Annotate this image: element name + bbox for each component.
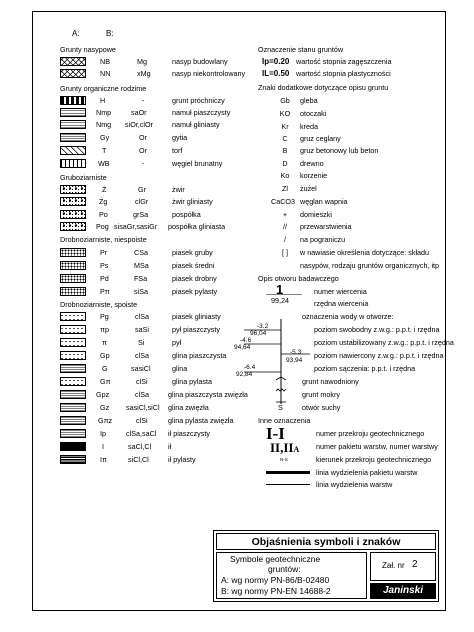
section-number-symbol: I-I	[266, 424, 285, 443]
extra-value: drewno	[300, 159, 324, 168]
water-level-4: poziom sączenia: p.p.t. i rzędna	[314, 364, 416, 373]
legend-line-3: A: wg normy PN-86/B-02480	[221, 575, 330, 585]
soil-b: saSi	[135, 325, 149, 334]
symbol-t	[60, 146, 86, 155]
symbol-pog	[60, 222, 86, 231]
group-drobnoziarniste-spoiste: Drobnoziarniste, spoiste	[60, 300, 138, 309]
extra-key: CaCO3	[271, 197, 295, 206]
annex-number: 2	[412, 559, 418, 570]
soil-desc: namuł gliniasty	[172, 120, 220, 129]
symbol-gp	[60, 351, 86, 360]
soil-b: Or	[139, 146, 147, 155]
symbol-pi	[60, 338, 86, 347]
extra-value: na pograniczu	[300, 235, 346, 244]
soil-a: Po	[99, 210, 108, 219]
water1-elev: 96,04	[250, 330, 267, 337]
soil-a: G	[102, 364, 108, 373]
extra-value: otoczaki	[300, 109, 327, 118]
soil-b: sisaGr,sasiGr	[114, 222, 158, 231]
soil-a: Gpz	[96, 390, 110, 399]
soil-a: Gy	[100, 133, 110, 142]
water4-depth: -6.4	[244, 364, 256, 371]
soil-b: siOr,clOr	[125, 120, 153, 129]
soil-desc: piasek gruby	[172, 248, 213, 257]
wet-soil: grunt mokry	[302, 390, 340, 399]
soil-a: Nmg	[96, 120, 112, 129]
water4-elev: 92,84	[236, 371, 253, 378]
water-desc-label: oznaczenia wody w otworze:	[302, 312, 394, 321]
soil-b: FSa	[134, 274, 148, 283]
borehole-num-label: numer wiercenia	[314, 287, 367, 296]
symbol-pg	[60, 312, 86, 321]
saturated-soil: grunt nawodniony	[302, 377, 359, 386]
soil-a: Nmp	[96, 108, 112, 117]
extra-title: Znaki dodatkowe dotyczące opisu gruntu	[258, 83, 389, 92]
extra-key: Zl	[282, 184, 288, 193]
extra-key: D	[282, 159, 288, 168]
water-level-2: poziom ustabilizowany z.w.g.: p.p.t. i rzędna	[314, 338, 454, 347]
symbol-nmg	[60, 120, 86, 129]
soil-a: NN	[100, 69, 111, 78]
symbol-wb	[60, 159, 86, 168]
legend-line-1: Symbole geotechniczne	[230, 554, 321, 564]
extra-value: przewarstwienia	[300, 222, 352, 231]
state-title: Oznaczenie stanu gruntów	[258, 45, 344, 54]
water1-depth: -3.2	[257, 323, 269, 330]
extra-value: nasypów, rodzaju gruntów organicznych, itp	[300, 261, 440, 270]
water-level-3: poziom nawiercony z.w.g.: p.p.t. i rzędna	[314, 351, 444, 360]
other-1: numer przekroju geotechnicznego	[316, 429, 425, 438]
soil-b: -	[142, 96, 145, 105]
soil-b: -	[142, 159, 145, 168]
symbol-h	[60, 96, 86, 105]
extra-value: gleba	[300, 96, 318, 105]
other-2: numer pakietu warstw, numer warstwy	[316, 442, 438, 451]
soil-b: saCl,Cl	[128, 442, 152, 451]
soil-desc: gytia	[172, 133, 188, 142]
soil-b: saOr	[131, 108, 147, 117]
ip-desc: wartość stopnia zagęszczenia	[296, 57, 392, 66]
symbol-nb	[60, 57, 86, 66]
soil-desc: piasek gliniasty	[172, 312, 221, 321]
direction-ns: N-S	[280, 457, 288, 462]
soil-a: Gp	[100, 351, 110, 360]
borehole-number: 1	[276, 282, 284, 297]
extra-key: Gb	[280, 96, 290, 105]
column-a-header: A:	[72, 29, 80, 38]
water2-elev: 94,64	[234, 344, 251, 351]
symbol-gpi	[60, 377, 86, 386]
layer-number-symbol: II,IIA	[270, 440, 300, 455]
sheet-title: Objaśnienia symboli i znaków	[251, 536, 401, 548]
soil-desc: żwir	[172, 185, 185, 194]
group-organiczne: Grunty organiczne rodzime	[60, 84, 147, 93]
soil-a: π	[102, 338, 107, 347]
soil-desc: glina pylasta	[172, 377, 212, 386]
other-4: linia wydzielenia pakietu warstw	[316, 468, 418, 477]
soil-desc: pospółka	[172, 210, 201, 219]
soil-a: Pog	[96, 222, 109, 231]
soil-desc: ił	[168, 442, 172, 451]
dry-hole: otwór suchy	[302, 403, 341, 412]
soil-desc: namuł piaszczysty	[172, 108, 231, 117]
soil-a: H	[100, 96, 106, 105]
soil-b: clSi	[136, 377, 148, 386]
other-5: linia wydzielenia warstw	[316, 480, 393, 489]
extra-value: domieszki	[300, 210, 332, 219]
extra-value: gruz betonowy lub beton	[300, 146, 379, 155]
soil-a: Gz	[100, 403, 110, 412]
soil-b: clSa	[135, 312, 149, 321]
column-b-header: B:	[106, 29, 114, 38]
borehole-elevation: 99,24	[271, 296, 289, 305]
soil-b: siSa	[134, 287, 148, 296]
legend-line-4: B: wg normy PN-EN 14688-2	[221, 586, 331, 596]
il-desc: wartość stopnia plastyczności	[296, 69, 391, 78]
soil-a: Pr	[100, 248, 108, 257]
symbol-pd	[60, 274, 86, 283]
soil-a: Gπ	[100, 377, 111, 386]
symbol-po	[60, 210, 86, 219]
other-3: kierunek przekroju geotechnicznego	[316, 455, 432, 464]
symbol-pip	[60, 325, 86, 334]
soil-b: sasiCl	[131, 364, 151, 373]
soil-b: sasiCl,siCl	[126, 403, 160, 412]
soil-desc: nasyp budowlany	[172, 57, 228, 66]
extra-key: Ko	[280, 171, 290, 180]
ip-value: Ip=0.20	[262, 57, 290, 66]
logo-text: Janinski	[382, 585, 424, 596]
water2-depth: -4.6	[240, 337, 252, 344]
water3-depth: -5.3	[290, 349, 302, 356]
soil-b: clGr	[135, 197, 149, 206]
water-level-1: poziom swobodny z.w.g.: p.p.t. i rzędna	[314, 325, 440, 334]
extra-key: C	[282, 134, 288, 143]
symbol-pr	[60, 248, 86, 257]
soil-a: Gπz	[98, 416, 113, 425]
symbol-ps	[60, 261, 86, 270]
soil-desc: pył piaszczysty	[172, 325, 220, 334]
soil-desc: piasek średni	[172, 261, 215, 270]
layer-line	[266, 484, 310, 485]
soil-a: Żg	[99, 197, 108, 206]
dry-mark: S	[278, 403, 283, 412]
soil-desc: pył	[172, 338, 182, 347]
extra-key: B	[282, 146, 288, 155]
symbol-gy	[60, 133, 86, 142]
symbol-ip	[60, 429, 86, 438]
soil-b: xMg	[137, 69, 151, 78]
soil-b: Mg	[137, 57, 147, 66]
extra-key: +	[282, 210, 288, 219]
soil-b: MSa	[134, 261, 149, 270]
symbol-gpz	[60, 390, 86, 399]
extra-key: /	[284, 235, 286, 244]
soil-a: Ps	[100, 261, 109, 270]
soil-a: Iπ	[100, 455, 107, 464]
soil-desc: pospółka gliniasta	[168, 222, 226, 231]
extra-value: gruz ceglany	[300, 134, 341, 143]
soil-desc: nasyp niekontrolowany	[172, 69, 246, 78]
soil-b: Or	[139, 133, 147, 142]
symbol-nn	[60, 69, 86, 78]
symbol-gpiz	[60, 416, 86, 425]
soil-desc: torf	[172, 146, 183, 155]
package-line	[266, 471, 310, 474]
extra-value: kreda	[300, 122, 318, 131]
symbol-zwir	[60, 185, 86, 194]
soil-desc: piasek pylasty	[172, 287, 218, 296]
extra-key: //	[283, 222, 287, 231]
soil-desc: ił piaszczysty	[168, 429, 210, 438]
soil-desc: glina zwięzła	[168, 403, 209, 412]
soil-desc: glina piaszczysta zwięzła	[168, 390, 248, 399]
soil-a: πp	[100, 325, 109, 334]
soil-desc: żwir gliniasty	[172, 197, 213, 206]
soil-b: clSa,saCl	[126, 429, 157, 438]
legend-line-2: gruntów:	[268, 564, 301, 574]
symbol-zg	[60, 197, 86, 206]
extra-key: Kr	[281, 122, 289, 131]
water3-elev: 93,94	[286, 357, 303, 364]
group-drobnoziarniste-niespoiste: Drobnoziarniste, niespoiste	[60, 235, 147, 244]
soil-a: T	[102, 146, 107, 155]
soil-b: clSa	[135, 351, 149, 360]
symbol-g	[60, 364, 86, 373]
extra-value: węglan wapnia	[300, 197, 348, 206]
soil-a: NB	[100, 57, 110, 66]
soil-a: Ż	[102, 185, 107, 194]
soil-desc: glina	[172, 364, 188, 373]
other-title: Inne oznaczenia	[258, 416, 311, 425]
soil-desc: piasek drobny	[172, 274, 217, 283]
soil-a: I	[102, 442, 104, 451]
symbol-gz	[60, 403, 86, 412]
soil-a: Pπ	[100, 287, 110, 296]
extra-value: korzenie	[300, 171, 328, 180]
soil-a: Pg	[100, 312, 109, 321]
soil-b: Gr	[138, 185, 146, 194]
symbol-ipi	[60, 455, 86, 464]
extra-key: [ ]	[282, 248, 288, 257]
borehole-elev-label: rzędna wiercenia	[314, 299, 369, 308]
extra-value: żużel	[300, 184, 317, 193]
extra-key: KO	[279, 109, 291, 118]
soil-desc: węgiel brunatny	[172, 159, 223, 168]
soil-b: siCl,Cl	[128, 455, 149, 464]
soil-a: WB	[98, 159, 110, 168]
soil-desc: glina pylasta zwięzła	[168, 416, 234, 425]
extra-value: w nawiasie określenia dotyczące: składu	[300, 248, 430, 257]
symbol-i	[60, 442, 86, 451]
symbol-nmp	[60, 108, 86, 117]
soil-a: Pd	[100, 274, 109, 283]
soil-desc: grunt próchniczy	[172, 96, 225, 105]
soil-b: grSa	[133, 210, 149, 219]
il-value: IL=0.50	[262, 69, 290, 78]
soil-b: CSa	[134, 248, 148, 257]
soil-b: clSi	[136, 416, 148, 425]
symbol-ppi	[60, 287, 86, 296]
group-nasypowe: Grunty nasypowe	[60, 45, 116, 54]
soil-desc: glina piaszczysta	[172, 351, 227, 360]
group-gruboziarniste: Gruboziarniste	[60, 173, 107, 182]
annex-label: Zał. nr	[382, 561, 405, 570]
soil-b: Si	[138, 338, 145, 347]
soil-a: Ip	[100, 429, 106, 438]
borehole-title: Opis otworu badawczego	[258, 274, 339, 283]
soil-b: clSa	[135, 390, 149, 399]
soil-desc: ił pylasty	[168, 455, 196, 464]
